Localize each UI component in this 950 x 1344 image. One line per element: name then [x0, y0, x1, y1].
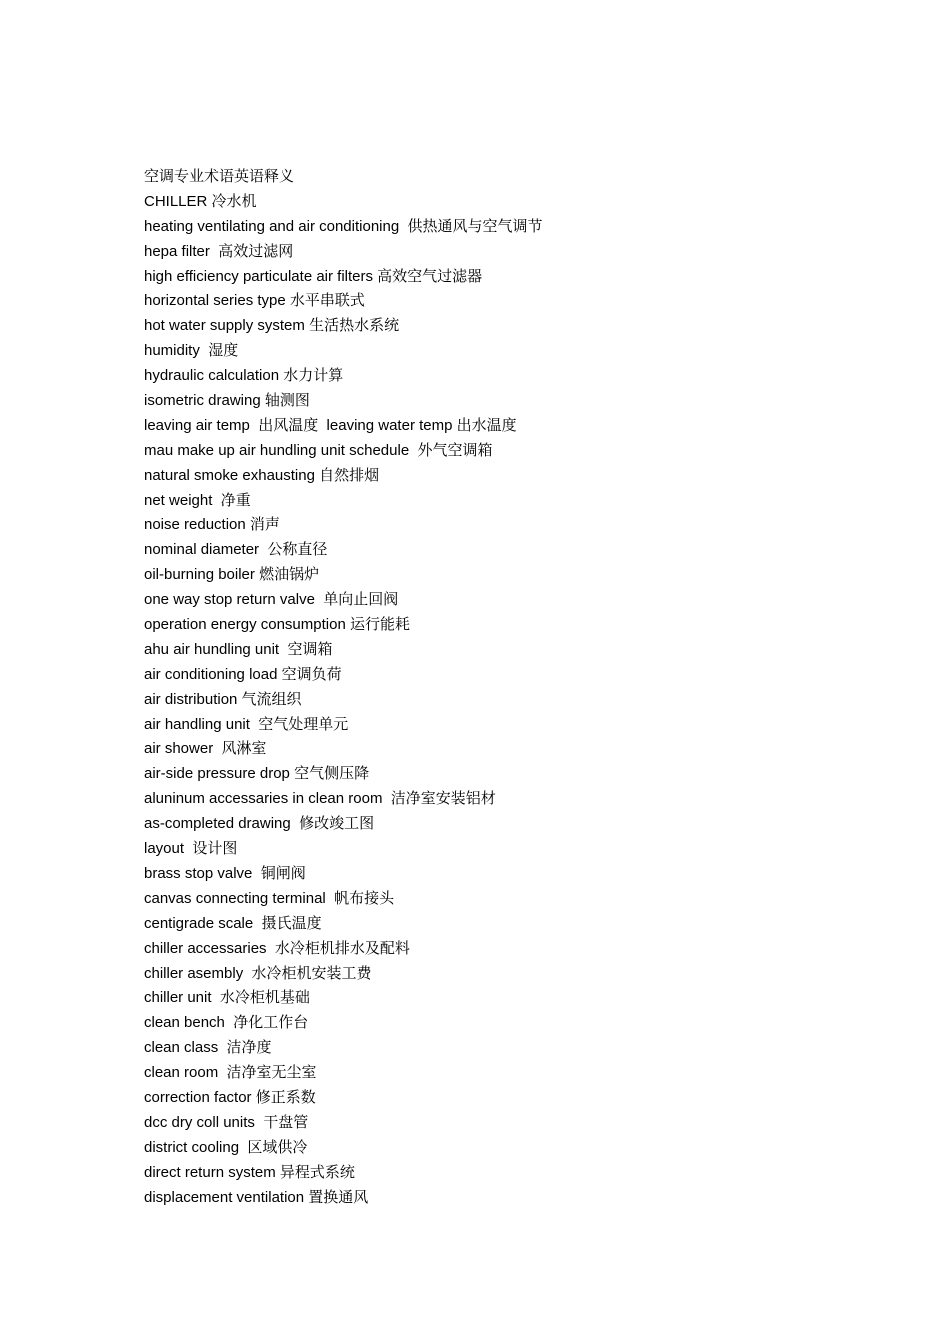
glossary-entry: brass stop valve 铜闸阀	[144, 864, 306, 882]
glossary-entry: ahu air hundling unit 空调箱	[144, 640, 333, 658]
glossary-entry: hot water supply system 生活热水系统	[144, 317, 400, 335]
glossary-entry: operation energy consumption 运行能耗	[144, 616, 410, 634]
glossary-entry: chiller asembly 水冷柜机安装工费	[144, 964, 372, 982]
glossary-entry: one way stop return valve 单向止回阀	[144, 591, 399, 609]
glossary-entry: chiller accessaries 水冷柜机排水及配料	[144, 939, 410, 957]
glossary-entry: air distribution 气流组织	[144, 690, 302, 708]
glossary-entry: hepa filter 高效过滤网	[144, 242, 294, 260]
glossary-entry: direct return system 异程式系统	[144, 1163, 355, 1181]
glossary-entry: isometric drawing 轴测图	[144, 392, 310, 410]
glossary-entry: clean room 洁净室无尘室	[144, 1064, 317, 1082]
glossary-entry: nominal diameter 公称直径	[144, 541, 328, 559]
glossary-entry: humidity 湿度	[144, 342, 239, 360]
glossary-entry: correction factor 修正系数	[144, 1088, 316, 1106]
glossary-entry: natural smoke exhausting 自然排烟	[144, 466, 380, 484]
glossary-entry: heating ventilating and air conditioning 供热通风与空气调节	[144, 217, 543, 235]
glossary-entry: as-completed drawing 修改竣工图	[144, 815, 375, 833]
glossary-entry: aluninum accessaries in clean room 洁净室安装铝材	[144, 790, 496, 808]
glossary-entry: air-side pressure drop 空气侧压降	[144, 765, 370, 783]
glossary-entry: centigrade scale 摄氏温度	[144, 914, 322, 932]
glossary-entry: canvas connecting terminal 帆布接头	[144, 889, 395, 907]
glossary-entry: oil-burning boiler 燃油锅炉	[144, 566, 320, 584]
glossary-entry: noise reduction 消声	[144, 516, 280, 534]
glossary-entry: air shower 风淋室	[144, 740, 267, 758]
glossary-entry: horizontal series type 水平串联式	[144, 292, 365, 310]
glossary-entry: hydraulic calculation 水力计算	[144, 367, 344, 385]
glossary-entry: air conditioning load 空调负荷	[144, 665, 342, 683]
glossary-entry: district cooling 区域供冷	[144, 1138, 308, 1156]
glossary-entry: clean class 洁净度	[144, 1039, 272, 1057]
glossary-entry: high efficiency particulate air filters 高效空气过滤器	[144, 267, 483, 285]
document-title: 空调专业术语英语释义	[144, 168, 295, 185]
glossary-entry: chiller unit 水冷柜机基础	[144, 989, 310, 1007]
glossary-entry: clean bench 净化工作台	[144, 1014, 309, 1032]
glossary-entry: CHILLER 冷水机	[144, 192, 257, 210]
glossary-entry: net weight 净重	[144, 491, 251, 509]
glossary-entry: layout 设计图	[144, 840, 238, 858]
glossary-entry: mau make up air hundling unit schedule 外气空调箱	[144, 441, 493, 459]
glossary-entry: leaving air temp 出风温度 leaving water temp 出水温度	[144, 416, 517, 434]
glossary-page	[144, 165, 904, 1210]
glossary-entry: displacement ventilation 置换通风	[144, 1188, 369, 1206]
glossary-entry: dcc dry coll units 干盘管	[144, 1113, 309, 1131]
glossary-entry: air handling unit 空气处理单元	[144, 715, 349, 733]
